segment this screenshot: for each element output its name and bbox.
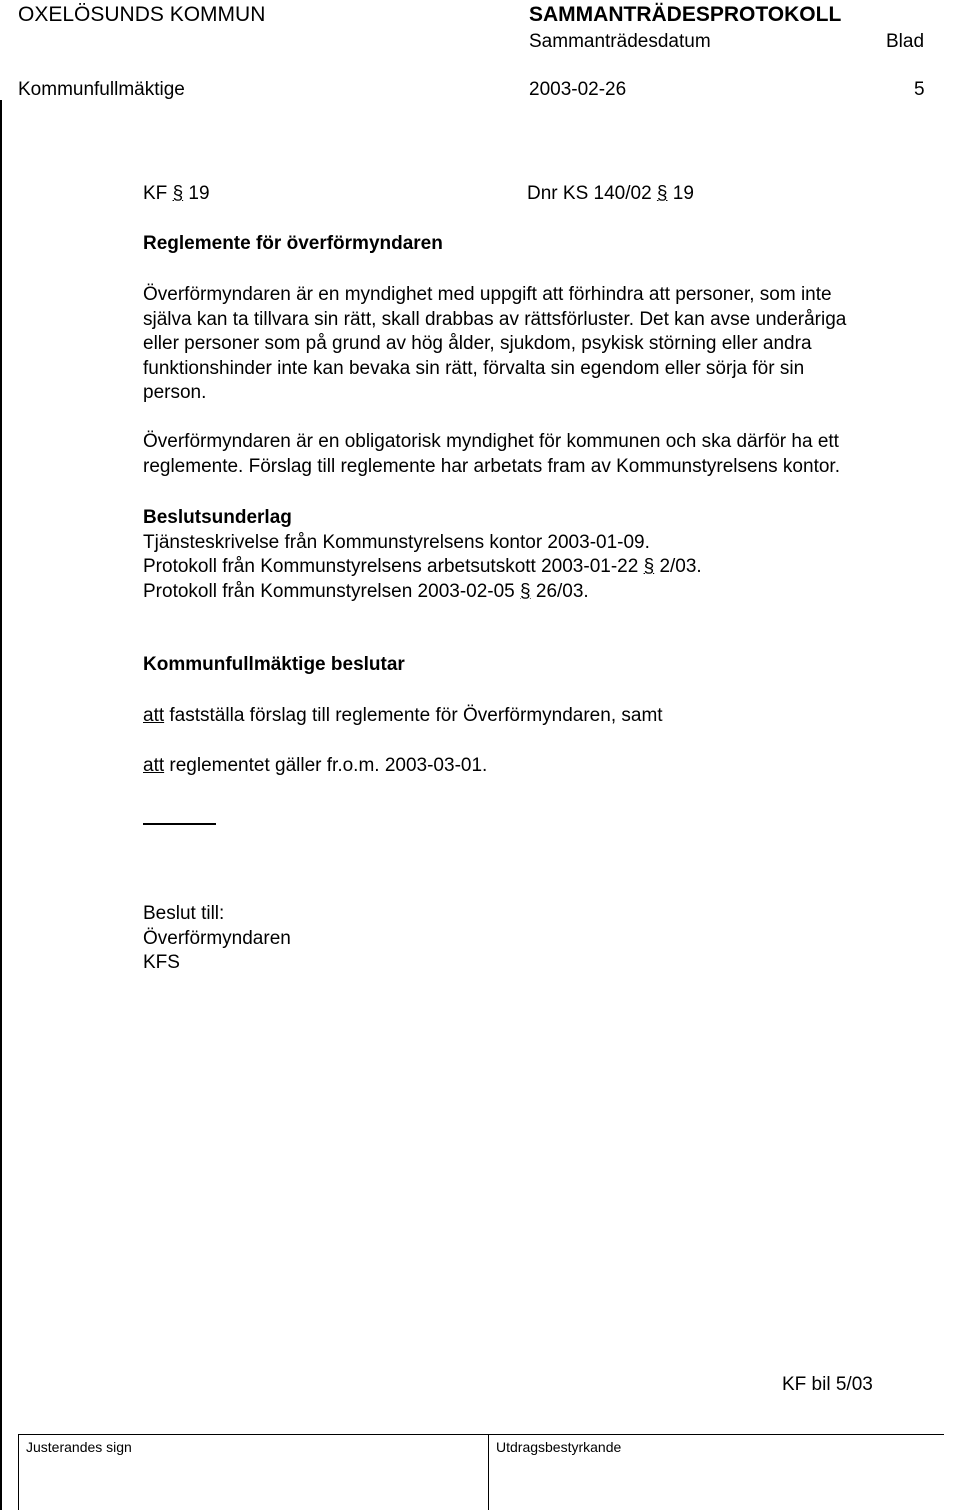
left-margin-rule [0,100,2,1510]
paragraph-proposal: Överförmyndaren är en obligatorisk myndighet för kommunen och ska därför ha ett reglemente. Förslag till reglemente har arbetats fram av Kommunstyrelsens kontor. [143,431,840,477]
recipients-label: Beslut till: [143,903,225,924]
footer-sign-label: Justerandes sign [26,1439,132,1455]
footer-rule [18,1434,944,1435]
decision-heading: Kommunfullmäktige beslutar [143,654,405,675]
section-title: Reglemente för överförmyndaren [143,233,443,254]
decision-basis-heading: Beslutsunderlag [143,507,292,528]
section-number: KF § 19 [143,183,210,204]
meeting-date: 2003-02-26 [529,79,627,100]
decision-item-2: att reglementet gäller fr.o.m. 2003-03-01. [143,755,488,776]
attachment-reference: KF bil 5/03 [782,1374,873,1395]
page-label: Blad [886,31,925,52]
recipient-item: KFS [143,952,180,973]
recipients [143,902,943,976]
organization-name: OXELÖSUNDS KOMMUN [18,3,266,26]
diary-number: Dnr KS 140/02 § 19 [527,183,694,204]
decision-basis: Beslutsunderlag Tjänsteskrivelse från Kommunstyrelsens kontor 2003-01-09. Protokoll från Kommunstyrelsens arbetsutskott 2003-01-22 § 2/03. Protokoll från Kommunstyrelsen 2003-02-05 § 26/03. [143,506,943,604]
recipient-item: Överförmyndaren [143,927,291,949]
decision-item-1: att fastställa förslag till reglemente för Överförmyndaren, samt [143,705,663,726]
page-number: 5 [914,79,925,100]
meeting-body: Kommunfullmäktige [18,79,185,100]
footer-certification-label: Utdragsbestyrkande [496,1439,622,1455]
document-type: SAMMANTRÄDESPROTOKOLL [529,3,842,26]
meeting-date-label: Sammanträdesdatum [529,31,711,52]
paragraph-background: Överförmyndaren är en myndighet med uppgift att förhindra att personer, som inte själva kan ta tillvara sin rätt, skall drabbas av rättsförluster. Det kan avse underåriga eller personer som på grund av hög ålder, sjukdom, psykisk störning eller andra funktionshinder inte kan bevaka sin rätt, förvalta sin egendom eller sörja för sin person. [143,284,847,403]
footer-divider-middle [488,1434,489,1510]
separator-line [143,823,216,825]
footer-divider-left [18,1434,19,1510]
